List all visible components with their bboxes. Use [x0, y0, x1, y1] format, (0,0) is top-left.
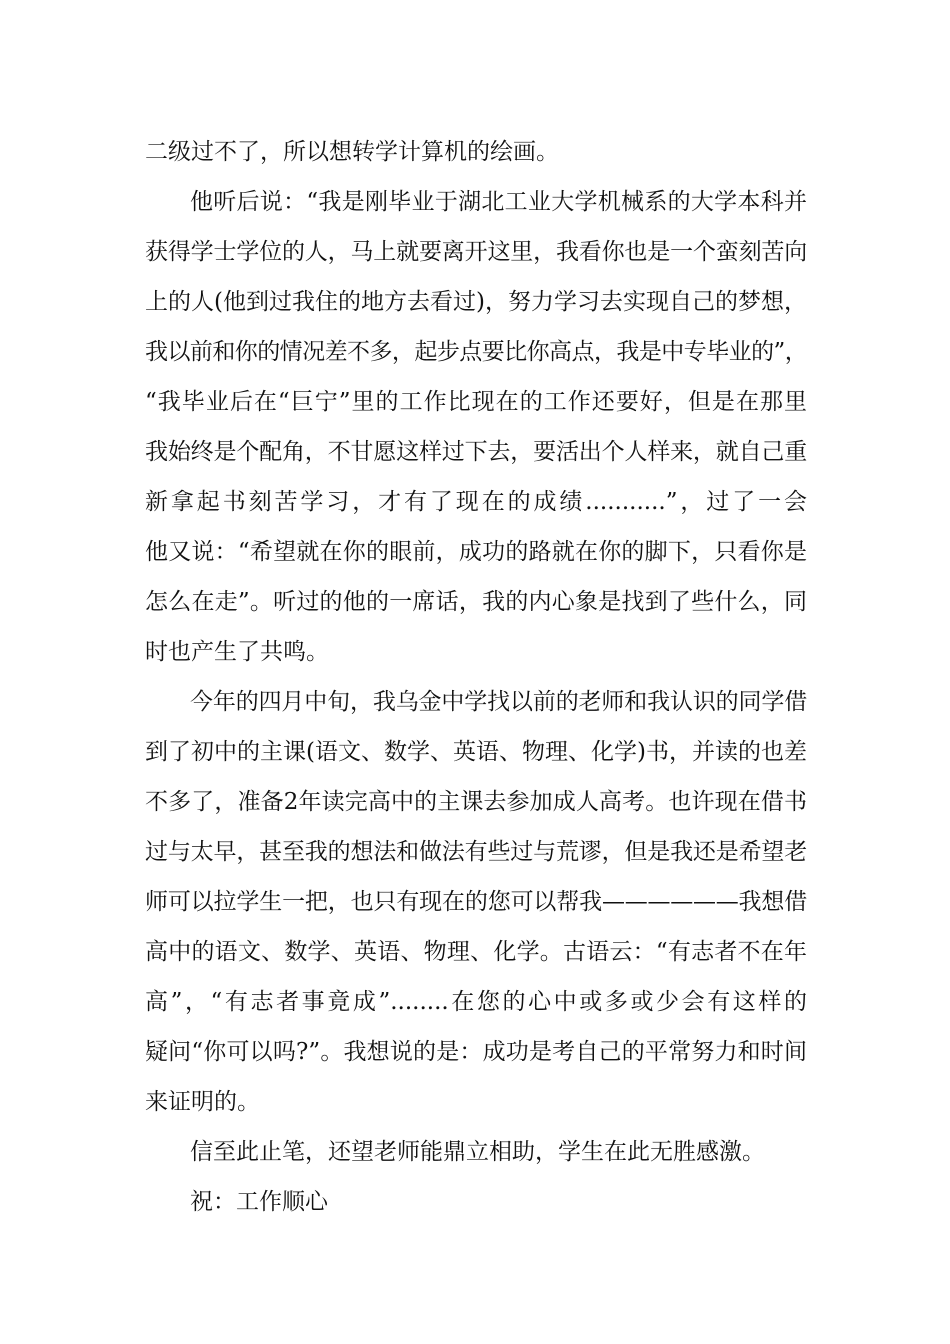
text-line: 师可以拉学生一把，也只有现在的您可以帮我——————我想借 [145, 889, 807, 915]
text-line: 高中的语文、数学、英语、物理、化学。古语云：“有志者不在年 [145, 939, 807, 965]
text-line: 来证明的。 [145, 1089, 260, 1115]
text-line: 高”，“有志者事竟成”........在您的心中或多或少会有这样的 [145, 989, 807, 1015]
text-line: “我毕业后在“巨宁”里的工作比现在的工作还要好，但是在那里 [145, 389, 807, 415]
text-line: 获得学士学位的人，马上就要离开这里，我看你也是一个蛮刻苦向 [145, 239, 807, 265]
text-line: 不多了，准备2年读完高中的主课去参加成人高考。也许现在借书 [145, 789, 807, 815]
text-line: 二级过不了，所以想转学计算机的绘画。 [145, 139, 559, 165]
text-line: 新拿起书刻苦学习，才有了现在的成绩...........”，过了一会 [145, 489, 807, 515]
paragraph-start-line: 他听后说：“我是刚毕业于湖北工业大学机械系的大学本科并 [190, 189, 807, 215]
text-line: 上的人(他到过我住的地方去看过)，努力学习去实现自己的梦想， [145, 289, 807, 315]
text-line: 疑问“你可以吗?”。我想说的是：成功是考自己的平常努力和时间 [145, 1039, 807, 1065]
text-line: 过与太早，甚至我的想法和做法有些过与荒谬，但是我还是希望老 [145, 839, 807, 865]
text-line: 怎么在走”。听过的他的一席话，我的内心象是找到了些什么，同 [145, 589, 807, 615]
text-line: 到了初中的主课(语文、数学、英语、物理、化学)书，并读的也差 [145, 739, 807, 765]
salutation-line: 祝：工作顺心 [190, 1189, 328, 1215]
text-line: 我以前和你的情况差不多，起步点要比你高点，我是中专毕业的”， [145, 339, 807, 365]
text-line: 他又说：“希望就在你的眼前，成功的路就在你的脚下，只看你是 [145, 539, 807, 565]
paragraph-start-line: 今年的四月中旬，我乌金中学找以前的老师和我认识的同学借 [190, 689, 807, 715]
text-line: 我始终是个配角，不甘愿这样过下去，要活出个人样来，就自己重 [145, 439, 807, 465]
text-line: 时也产生了共鸣。 [145, 639, 329, 665]
closing-line: 信至此止笔，还望老师能鼎立相助，学生在此无胜感激。 [190, 1139, 765, 1165]
